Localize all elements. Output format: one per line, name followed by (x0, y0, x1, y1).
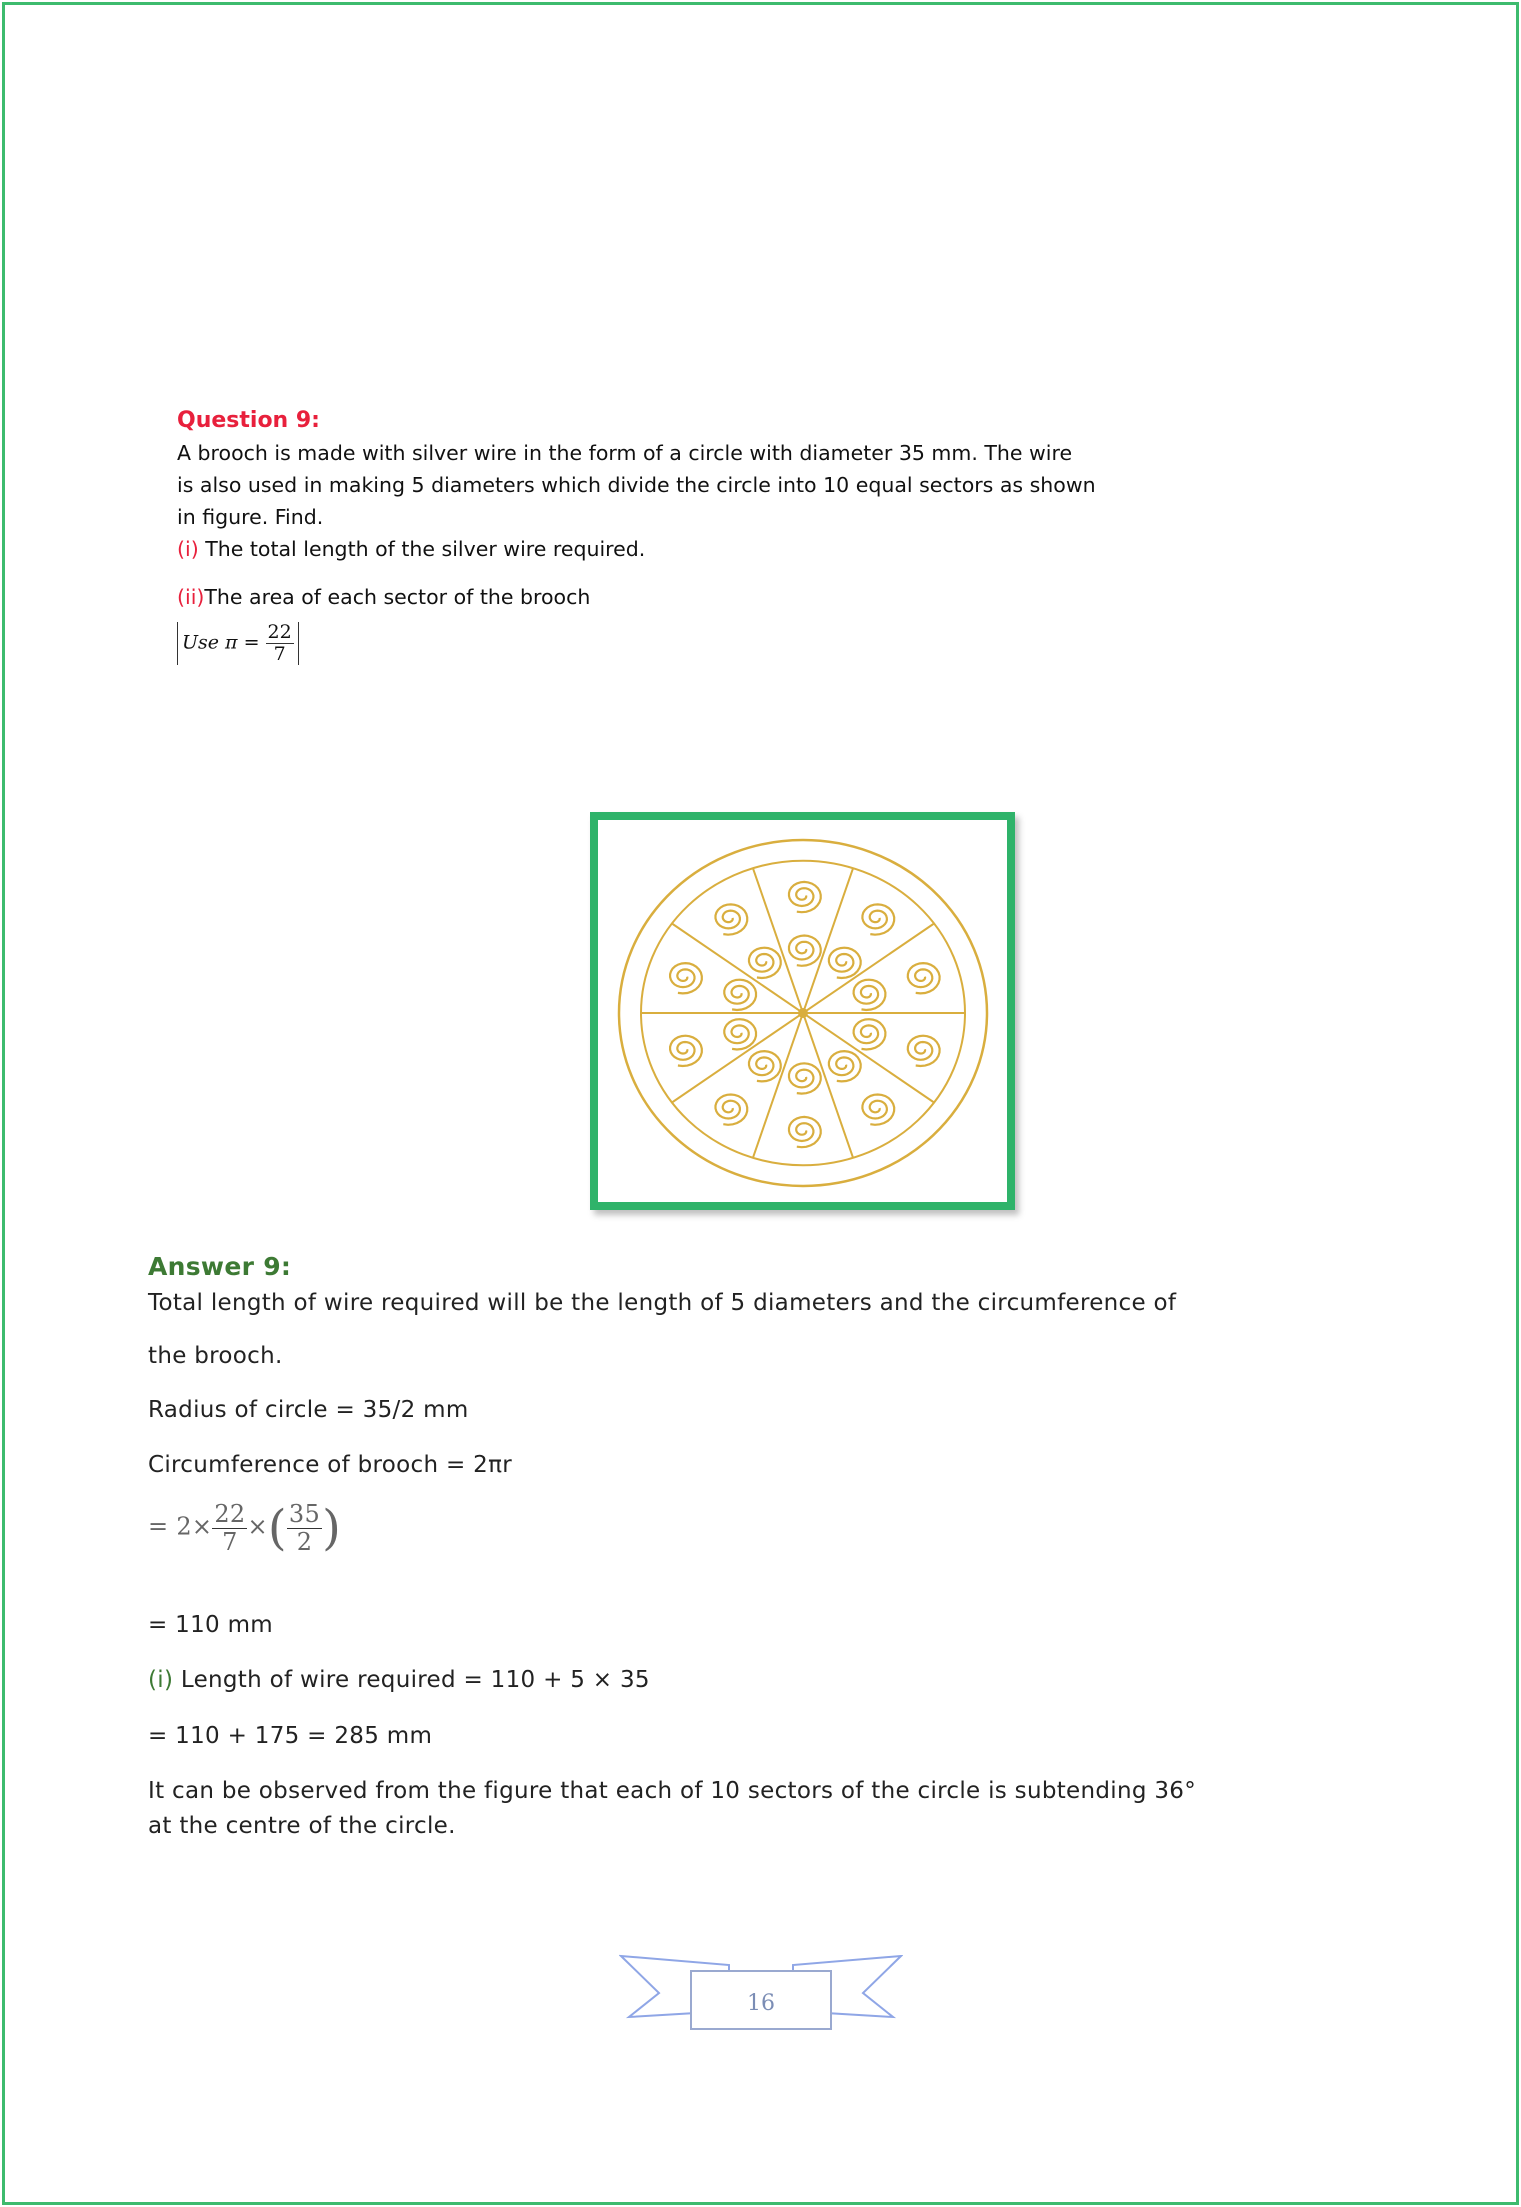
answer-line: = 110 mm (148, 1612, 274, 1638)
answer-line: at the centre of the circle. (148, 1813, 456, 1839)
part-label: (ii) (177, 585, 205, 609)
question-line: is also used in making 5 diameters which divide the circle into 10 equal sectors as shown (177, 473, 1096, 497)
spiral-outer (670, 1036, 702, 1066)
spiral-outer (789, 882, 821, 912)
spiral-inner (724, 1019, 756, 1049)
spiral-inner (789, 1063, 821, 1093)
spiral-outer (862, 904, 894, 934)
spiral-inner (854, 1019, 886, 1049)
spiral-outer (716, 904, 748, 934)
spiral-outer (908, 1036, 940, 1066)
part-text: The total length of the silver wire required. (198, 537, 646, 561)
brooch-figure (590, 812, 1015, 1210)
answer-line: = 110 + 175 = 285 mm (148, 1723, 433, 1749)
spiral-outer (716, 1095, 748, 1125)
spiral-inner (854, 980, 886, 1010)
pi-hint (177, 622, 299, 665)
answer-part-i: (i) Length of wire required = 110 + 5 × 35 (148, 1667, 650, 1693)
spiral-outer (670, 963, 702, 993)
page-number-banner (619, 1953, 903, 2033)
spiral-inner (749, 1051, 781, 1081)
brooch-illustration (598, 820, 1007, 1202)
part-label: (i) (177, 537, 199, 561)
hint-prefix: Use π = (182, 631, 260, 654)
spiral-outer (908, 963, 940, 993)
spiral-inner (789, 936, 821, 966)
spiral-inner (829, 948, 861, 978)
page-number: 16 (747, 1991, 775, 2016)
part-text: The area of each sector of the brooch (204, 585, 591, 609)
fraction: $\frac{22}{7}$ (267, 621, 292, 665)
question-heading: Question 9: (177, 408, 320, 433)
spiral-inner (749, 948, 781, 978)
question-part-ii (177, 585, 590, 609)
spiral-outer (789, 1117, 821, 1147)
spiral-inner (724, 980, 756, 1010)
circumference-expression: = 2× $\frac{22}{7}$ ×( $\frac{35}{2}$ ) (148, 1500, 342, 1556)
centre-dot (798, 1008, 808, 1018)
answer-line: Total length of wire required will be the length of 5 diameters and the circumference of (148, 1290, 1177, 1316)
answer-line: Radius of circle = 35/2 mm (148, 1397, 469, 1423)
ribbon-icon (619, 1953, 903, 2033)
question-part-i (177, 537, 645, 561)
question-line: in figure. Find. (177, 505, 324, 529)
question-line: A brooch is made with silver wire in the form of a circle with diameter 35 mm. The wire (177, 441, 1073, 465)
answer-heading: Answer 9: (148, 1252, 292, 1281)
answer-line: Circumference of brooch = 2πr (148, 1452, 512, 1478)
answer-line: the brooch. (148, 1343, 283, 1369)
answer-line: It can be observed from the figure that each of 10 sectors of the circle is subtending 36° (148, 1778, 1197, 1804)
spiral-outer (862, 1095, 894, 1125)
spiral-inner (829, 1051, 861, 1081)
